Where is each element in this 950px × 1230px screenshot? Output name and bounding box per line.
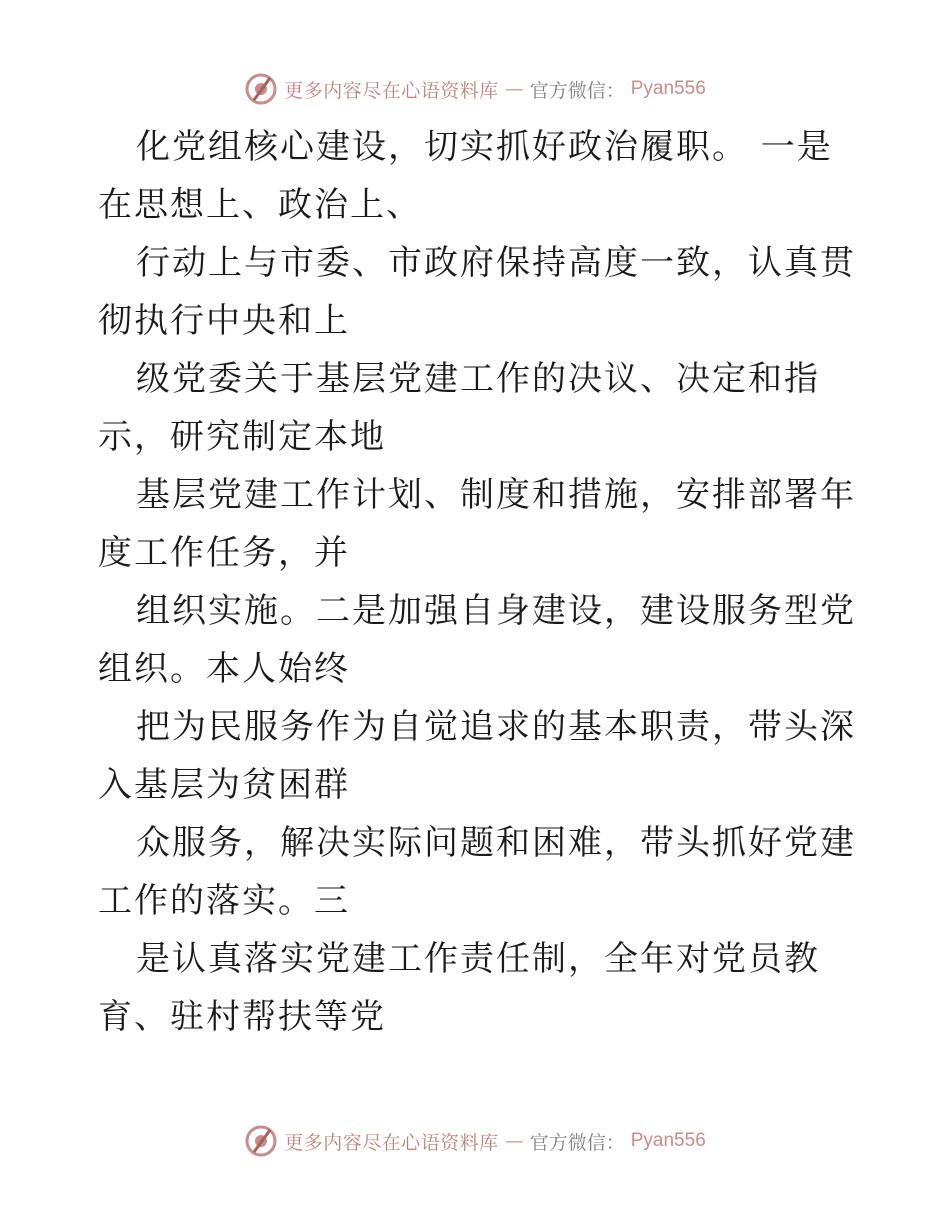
paragraph-2: 行动上与市委、市政府保持高度一致，认真贯彻执行中央和上 — [98, 243, 856, 341]
paragraph-7: 众服务，解决实际问题和困难，带头抓好党建工作的落实。三 — [98, 823, 856, 921]
watermark-label: 官方微信： — [529, 79, 625, 102]
paragraph-4: 基层党建工作计划、制度和措施，安排部署年度工作任务，并 — [98, 475, 856, 573]
footer-watermark — [0, 1124, 950, 1158]
watermark-label: 官方微信： — [529, 1131, 625, 1154]
watermark-dash: — — [504, 78, 524, 100]
watermark-dash: — — [504, 1130, 524, 1152]
document-body — [98, 118, 858, 1046]
watermark-title: 更多内容尽在心语资料库 — [284, 1131, 499, 1154]
paragraph-5: 组织实施。二是加强自身建设，建设服务型党组织。本人始终 — [98, 591, 856, 689]
logo-icon — [244, 72, 278, 106]
watermark-id: Pyan556 — [630, 78, 706, 99]
header-watermark — [0, 72, 950, 106]
paragraph-1: 化党组核心建设，切实抓好政治履职。 一是在思想上、政治上、 — [98, 127, 833, 225]
paragraph-6: 把为民服务作为自觉追求的基本职责，带头深入基层为贫困群 — [98, 707, 856, 805]
watermark-title: 更多内容尽在心语资料库 — [284, 79, 499, 102]
watermark-id: Pyan556 — [630, 1130, 706, 1151]
paragraph-8: 是认真落实党建工作责任制，全年对党员教育、驻村帮扶等党 — [98, 939, 820, 1037]
logo-icon — [244, 1124, 278, 1158]
paragraph-3: 级党委关于基层党建工作的决议、决定和指示，研究制定本地 — [98, 359, 820, 457]
